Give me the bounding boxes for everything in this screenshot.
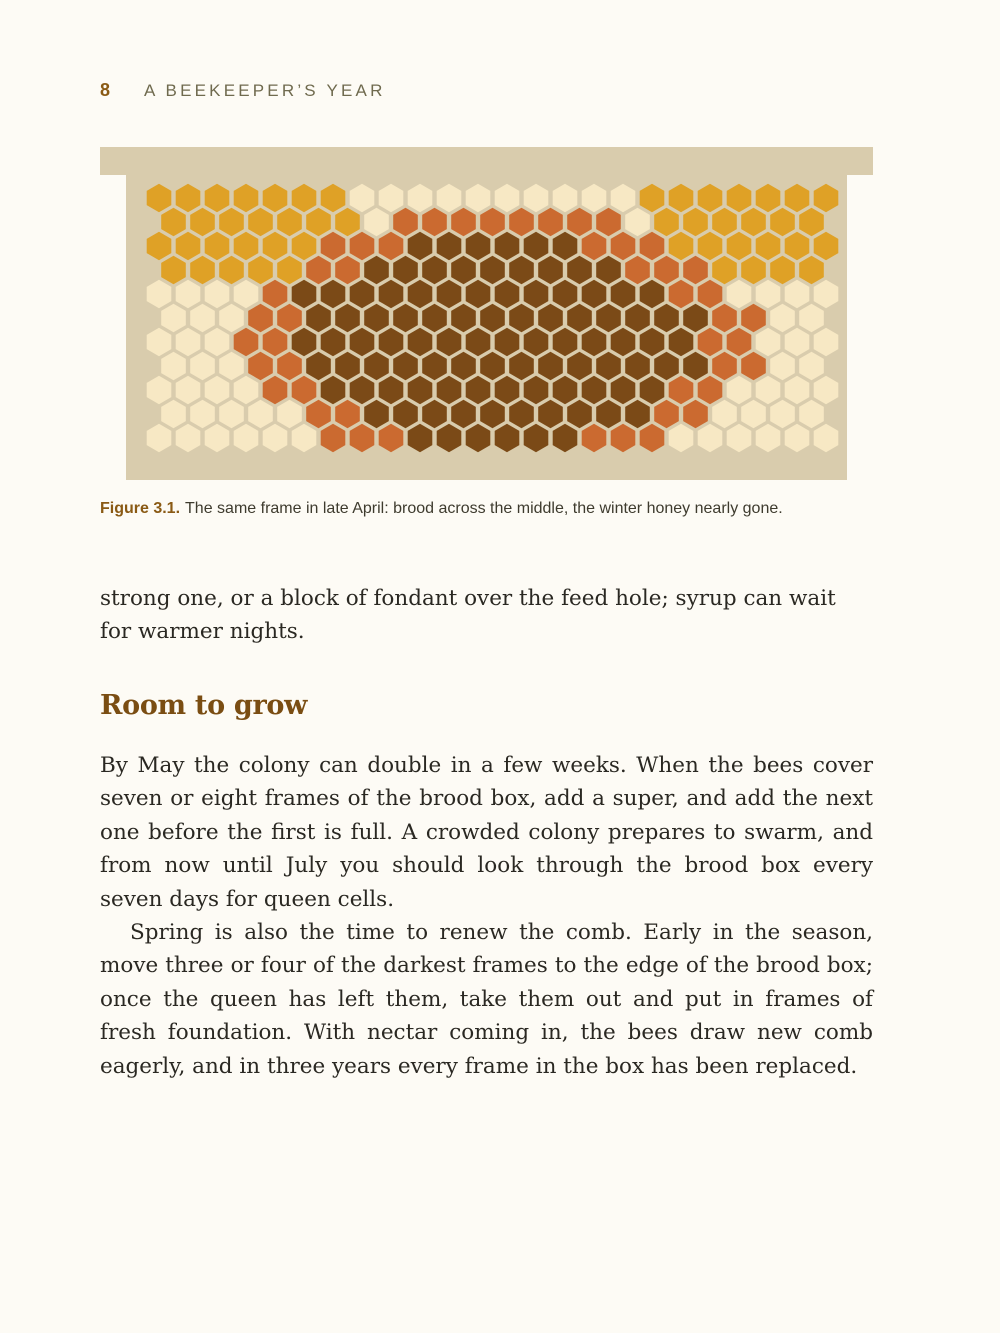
comb-cells bbox=[147, 184, 839, 452]
frame-top-bar bbox=[100, 147, 873, 175]
figure-caption-text: The same frame in late April: brood across the middle, the winter honey nearly gone. bbox=[185, 500, 783, 517]
figure-label: Figure 3.1. bbox=[100, 500, 181, 517]
section-heading: Room to grow bbox=[100, 690, 308, 721]
page-number: 8 bbox=[100, 80, 111, 100]
paragraph: By May the colony can double in a few weeks. When the bees cover seven or eight frames of the brood box, add a super, and add the next one before the first is full. A crowded colony prepares to swarm, and from now until July you should look through the brood box every seven days for queen cells. bbox=[100, 753, 873, 912]
comb-frame-figure bbox=[100, 147, 873, 480]
figure-caption bbox=[100, 500, 900, 518]
book-title: A BEEKEEPER’S YEAR bbox=[144, 81, 386, 100]
paragraph: Spring is also the time to renew the comb. Early in the season, move three or four of the darkest frames to the edge of the brood box; once the queen has left them, take them out and put in frames of fresh foundation. With nectar coming in, the bees draw new comb eagerly, and in three years every frame in the box has been replaced. bbox=[100, 920, 873, 1079]
paragraph-continued: strong one, or a block of fondant over the feed hole; syrup can wait for warmer nights. bbox=[100, 586, 836, 645]
comb-frame-illustration bbox=[100, 147, 873, 480]
running-head bbox=[100, 80, 386, 101]
